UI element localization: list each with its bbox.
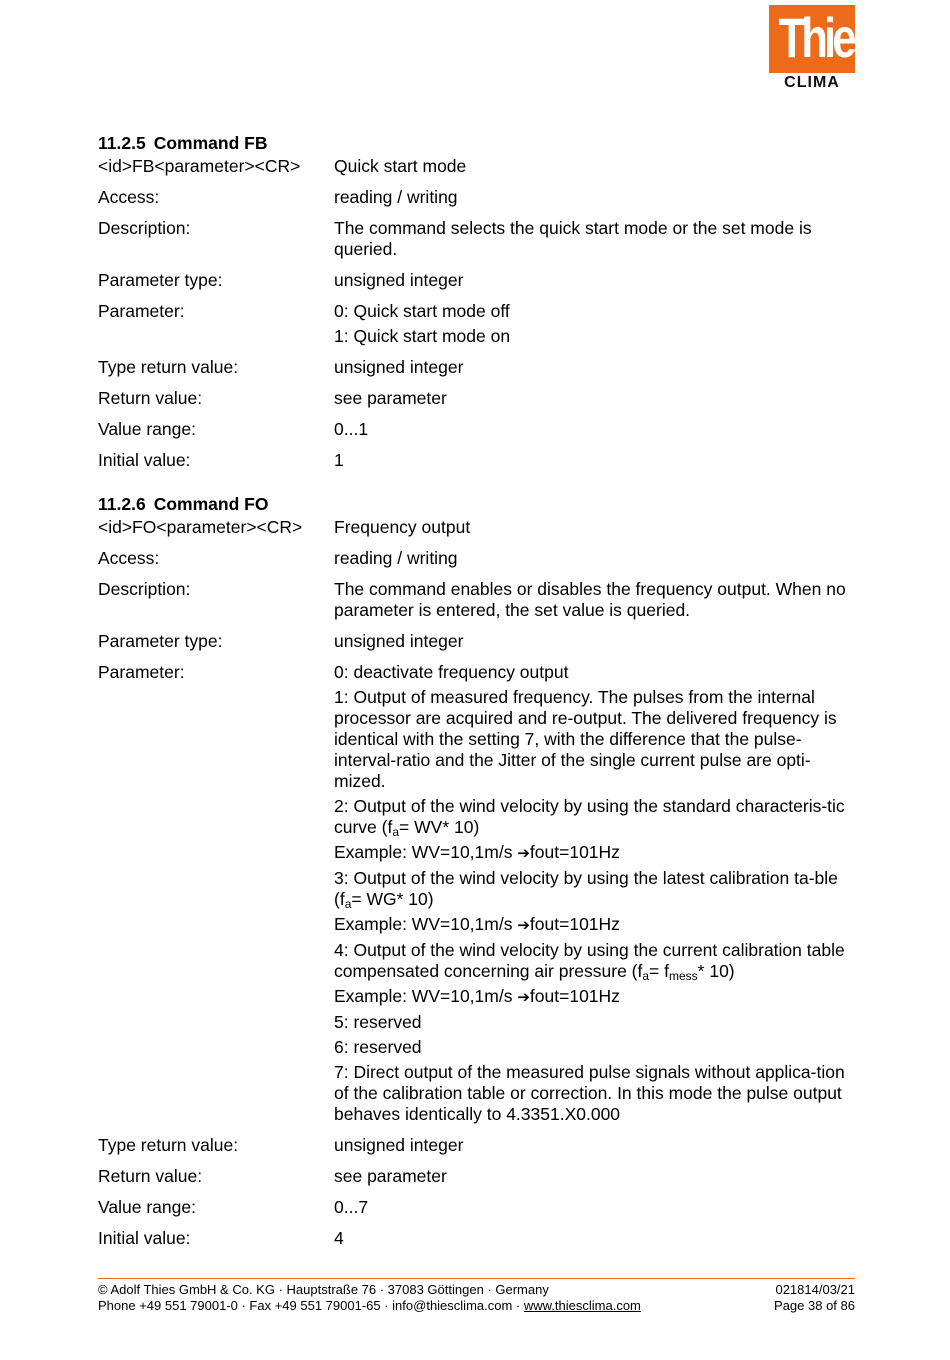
logo-brand: Thies [778, 6, 874, 69]
description-value: The command enables or disables the frequency output. When no parameter is entered, the set value is queried. [334, 579, 846, 620]
range-row [98, 1197, 858, 1218]
description-label: Description: [98, 579, 191, 599]
syntax-description: Frequency output [334, 517, 471, 537]
parameter-label: Parameter: [98, 662, 185, 682]
type-return-row [98, 357, 858, 378]
parameter-item-6: 6: reserved [334, 1037, 422, 1057]
return-value: see parameter [334, 1166, 447, 1186]
footer-line-1 [98, 1282, 855, 1298]
description-row [98, 218, 858, 260]
section-command-fo [98, 491, 858, 1249]
access-label: Access: [98, 187, 160, 207]
description-label: Description: [98, 218, 191, 238]
return-label: Return value: [98, 388, 203, 408]
parameter-type-value: unsigned integer [334, 631, 464, 651]
syntax-label: <id>FB<parameter><CR> [98, 156, 301, 176]
initial-row [98, 450, 858, 471]
parameter-list [334, 301, 858, 347]
initial-row [98, 1228, 858, 1249]
type-return-value: unsigned integer [334, 1135, 464, 1155]
parameter-label: Parameter: [98, 301, 185, 321]
description-value: The command selects the quick start mode or the set mode is queried. [334, 218, 812, 259]
type-return-row [98, 1135, 858, 1156]
parameter-type-label: Parameter type: [98, 270, 223, 290]
company-address: © Adolf Thies GmbH & Co. KG · Hauptstraße 76 · 37083 Göttingen · Germany [98, 1282, 549, 1297]
logo-sub: CLIMA [784, 74, 840, 91]
syntax-row [98, 517, 858, 538]
return-row [98, 388, 858, 409]
access-label: Access: [98, 548, 160, 568]
return-row [98, 1166, 858, 1187]
footer-line-2 [98, 1298, 855, 1314]
parameter-item-3: 3: Output of the wind velocity by using the latest calibration ta-ble ($f_a= WG*$ 10) [334, 868, 838, 911]
type-return-label: Type return value: [98, 1135, 239, 1155]
range-value: 0...7 [334, 1197, 369, 1217]
parameter-type-row [98, 270, 858, 291]
section-heading: 11.2.5 Command FB [98, 133, 268, 153]
description-row [98, 579, 858, 621]
parameter-row [98, 301, 858, 347]
example-line: Example: WV=10,1m/s ➔fout=101Hz [334, 986, 620, 1006]
parameter-row [98, 662, 858, 1125]
access-value: reading / writing [334, 548, 458, 568]
example-line: Example: WV=10,1m/s ➔fout=101Hz [334, 842, 620, 862]
range-label: Value range: [98, 419, 196, 439]
return-label: Return value: [98, 1166, 203, 1186]
access-row [98, 548, 858, 569]
initial-label: Initial value: [98, 1228, 191, 1248]
parameter-type-label: Parameter type: [98, 631, 223, 651]
parameter-item: 1: Quick start mode on [334, 326, 511, 346]
initial-value: 4 [334, 1228, 344, 1248]
parameter-item-5: 5: reserved [334, 1012, 422, 1032]
initial-value: 1 [334, 450, 344, 470]
return-value: see parameter [334, 388, 447, 408]
right-arrow-icon: ➔ [517, 845, 530, 862]
type-return-label: Type return value: [98, 357, 239, 377]
range-label: Value range: [98, 1197, 196, 1217]
syntax-description: Quick start mode [334, 156, 467, 176]
right-arrow-icon: ➔ [517, 917, 530, 934]
parameter-item-2: 2: Output of the wind velocity by using the standard characteris-tic curve ($f_a= WV*$ 10) [334, 796, 845, 839]
parameter-item-4: 4: Output of the wind velocity by using the current calibration table compensated concerning air pressure ($f_a= f_{mess}*$ 10) [334, 940, 845, 983]
access-row [98, 187, 858, 208]
contact-info: Phone +49 551 79001-0 · Fax +49 551 79001-65 · info@thiesclima.com · www.thiesclima.com [98, 1298, 641, 1313]
parameter-type-value: unsigned integer [334, 270, 464, 290]
syntax-label: <id>FO<parameter><CR> [98, 517, 303, 537]
thies-clima-logo [769, 5, 874, 91]
example-line: Example: WV=10,1m/s ➔fout=101Hz [334, 914, 620, 934]
parameter-list [334, 662, 858, 1125]
range-value: 0...1 [334, 419, 369, 439]
initial-label: Initial value: [98, 450, 191, 470]
page-number: Page 38 of 86 [774, 1298, 855, 1313]
parameter-item-0: 0: deactivate frequency output [334, 662, 569, 682]
range-row [98, 419, 858, 440]
parameter-item-7: 7: Direct output of the measured pulse signals without applica-tion of the calibration table or correction. In this mode the pulse output behaves identically to 4.3351.X0.000 [334, 1062, 845, 1124]
parameter-item-1: 1: Output of measured frequency. The pulses from the internal processor are acquired and re-output. The delivered frequency is identical with the setting 7, with the difference that the pulse-interval-ratio and the Jitter of the single current pulse are opti-mized. [334, 687, 837, 791]
parameter-type-row [98, 631, 858, 652]
document-body [98, 130, 858, 1259]
section-command-fb [98, 130, 858, 471]
type-return-value: unsigned integer [334, 357, 464, 377]
parameter-item: 0: Quick start mode off [334, 301, 510, 321]
section-heading: 11.2.6 Command FO [98, 494, 269, 514]
access-value: reading / writing [334, 187, 458, 207]
page-footer [98, 1278, 855, 1314]
document-code: 021814/03/21 [775, 1282, 855, 1297]
website-link[interactable]: www.thiesclima.com [523, 1298, 641, 1313]
syntax-row [98, 156, 858, 177]
right-arrow-icon: ➔ [517, 989, 530, 1006]
